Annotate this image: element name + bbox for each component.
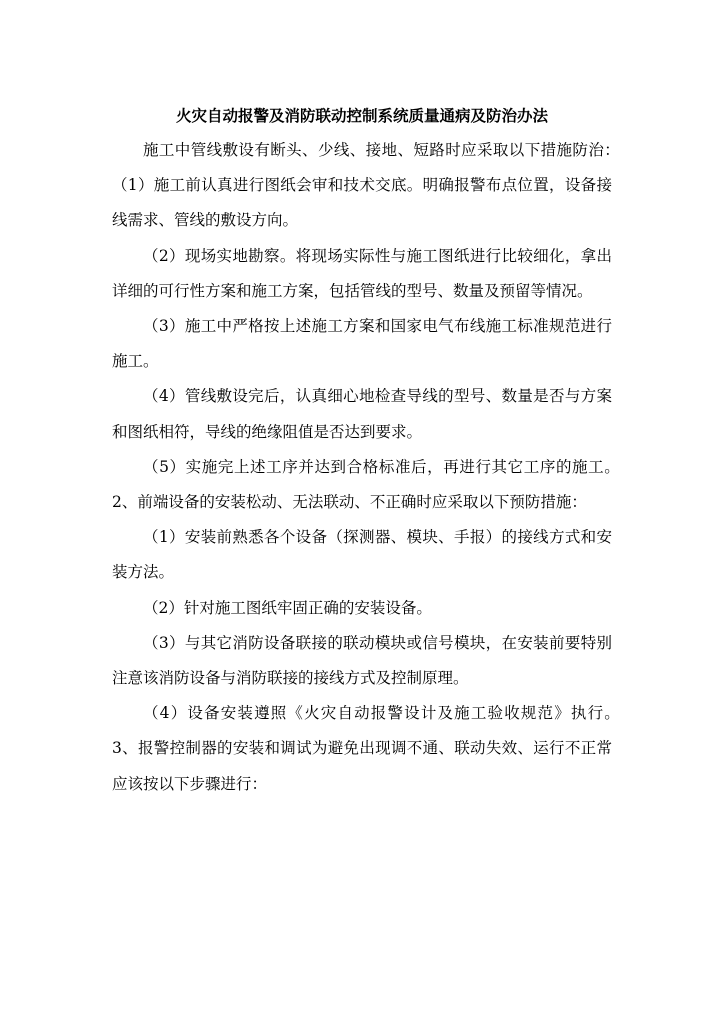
paragraph-7: （2）针对施工图纸牢固正确的安装设备。 [143,598,432,617]
paragraph-9: （4）设备安装遵照《火灾自动报警设计及施工验收规范》执行。 3、报警控制器的安装和调试为避免出现调不通、联动失效、运行不正常应该按以下步骤进行： [112,704,628,793]
paragraph-5: （5）实施完上述工序并达到合格标准后，再进行其它工序的施工。 2、前端设备的安装松动、无法联动、不正确时应采取以下预防措施： [112,457,628,512]
paragraph-3: （3）施工中严格按上述施工方案和国家电气布线施工标准规范进行施工。 [112,317,612,371]
paragraph-1: 施工中管线敷设有断头、少线、接地、短路时应采取以下措施防治： （1）施工前认真进行图纸会审和技术交底。明确报警布点位置，设备接线需求、管线的敷设方向。 [112,141,628,230]
paragraph-4: （4）管线敷设完后，认真细心地检查导线的型号、数量是否与方案和图纸相符，导线的绝缘阻值是否达到要求。 [112,387,612,441]
paragraph-6: （1）安装前熟悉各个设备（探测器、模块、手报）的接线方式和安装方法。 [112,528,612,582]
document-title: 火灾自动报警及消防联动控制系统质量通病及防治办法 [175,107,548,125]
paragraph-8: （3）与其它消防设备联接的联动模块或信号模块，在安装前要特别注意该消防设备与消防联接的接线方式及控制原理。 [112,633,612,688]
paragraph-2: （2）现场实地勘察。将现场实际性与施工图纸进行比较细化，拿出详细的可行性方案和施工方案，包括管线的型号、数量及预留等情况。 [112,246,612,300]
document-page [112,100,628,802]
